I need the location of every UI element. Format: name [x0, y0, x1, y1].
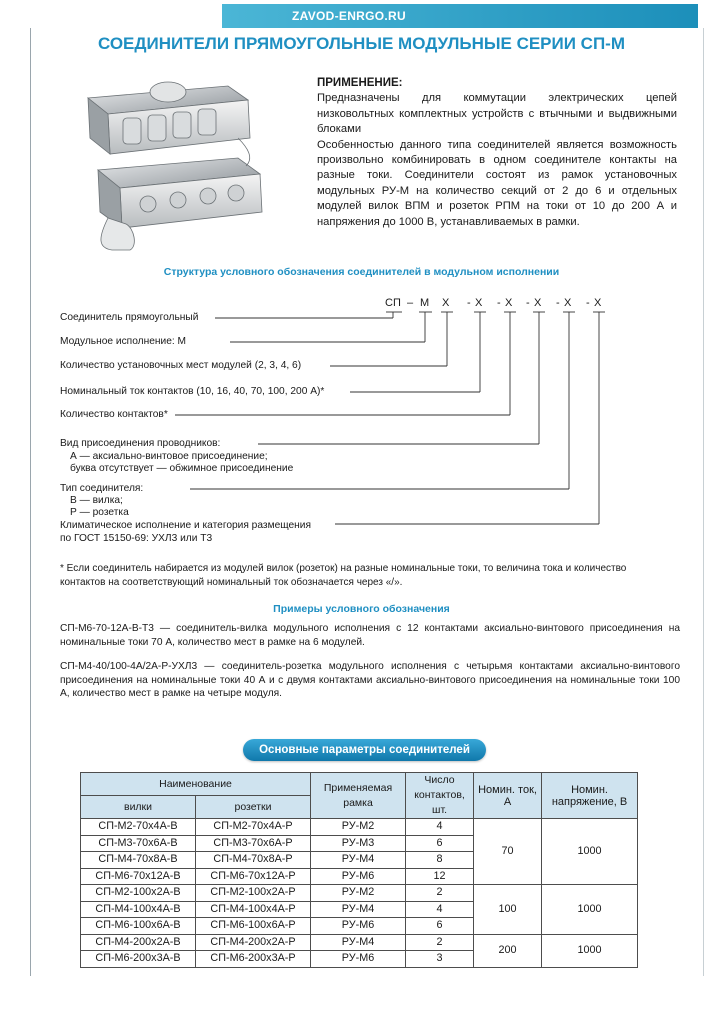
plug-cell: СП-М4-200х2А-В [81, 934, 196, 951]
label-connection-crimp: буква отсутствует — обжимное присоединение [70, 463, 297, 476]
example-2: СП-М4-40/100-4А/2А-Р-УХЛ3 — соединитель-розетка модульного исполнения с четырьмя контактами аксиально-винтового присоединения на номинальные токи 40 А и с двумя контактами аксиально-винтового присоединения на номинальные токи 100 А, количество мест в рамке на четыре модуля. [60, 661, 680, 700]
voltage-cell: 1000 [542, 885, 638, 935]
code-segment: Х [594, 297, 602, 309]
code-segment: СП [385, 297, 401, 309]
frame-cell: РУ-М2 [311, 819, 406, 836]
code-segment: М [420, 297, 430, 309]
frame-cell: РУ-М4 [311, 934, 406, 951]
application-section [317, 76, 677, 230]
contacts-cell: 12 [406, 868, 474, 885]
label-climate-standard: по ГОСТ 15150-69: УХЛ3 или Т3 [60, 533, 216, 546]
contacts-cell: 4 [406, 901, 474, 918]
frame-cell: РУ-М2 [311, 885, 406, 902]
plug-cell: СП-М6-100х6А-В [81, 918, 196, 935]
current-cell: 100 [474, 885, 542, 935]
page-title: СОЕДИНИТЕЛИ ПРЯМОУГОЛЬНЫЕ МОДУЛЬНЫЕ СЕРИИ СП-М [97, 34, 626, 53]
contacts-cell: 8 [406, 852, 474, 869]
frame-cell: РУ-М4 [311, 852, 406, 869]
contacts-cell: 4 [406, 819, 474, 836]
code-segment: Х [442, 297, 450, 309]
socket-cell: СП-М2-100х2А-Р [196, 885, 311, 902]
left-divider [30, 28, 31, 976]
code-segment: - [586, 297, 590, 309]
frame-cell: РУ-М6 [311, 918, 406, 935]
connector-product-image [68, 78, 283, 256]
current-cell: 200 [474, 934, 542, 967]
voltage-cell: 1000 [542, 819, 638, 885]
label-module-slots: Количество установочных мест модулей (2, 3, 4, 6) [60, 360, 305, 373]
frame-cell: РУ-М6 [311, 951, 406, 968]
params-heading: Основные параметры соединителей [243, 739, 486, 761]
example-1: СП-М6-70-12А-В-Т3 — соединитель-вилка модульного исполнения с 12 контактами аксиально-винтового присоединения на номинальные токи 70 А, количество мест в рамке на 6 модулей. [60, 623, 680, 648]
table-row [81, 934, 638, 951]
site-banner: ZAVOD-ENRGO.RU [222, 4, 698, 28]
socket-cell: СП-М4-200х2А-Р [196, 934, 311, 951]
plug-cell: СП-М6-70х12А-В [81, 868, 196, 885]
structure-heading: Структура условного обозначения соединителей в модульном исполнении [163, 266, 560, 278]
plug-cell: СП-М2-70х4А-В [81, 819, 196, 836]
socket-cell: СП-М4-70х8А-Р [196, 852, 311, 869]
frame-cell: РУ-М6 [311, 868, 406, 885]
application-paragraph-1: Предназначены для коммутации электрических цепей низковольтных комплектных устройств с втычными и выдвижными блоками [317, 92, 677, 136]
contacts-cell: 2 [406, 885, 474, 902]
header-voltage: Номин. напряжение, В [542, 773, 638, 819]
voltage-cell: 1000 [542, 934, 638, 967]
plug-cell: СП-М4-100х4А-В [81, 901, 196, 918]
contacts-cell: 6 [406, 835, 474, 852]
socket-cell: СП-М3-70х6А-Р [196, 835, 311, 852]
plug-cell: СП-М6-200х3А-В [81, 951, 196, 968]
code-segment: Х [534, 297, 542, 309]
table-row [81, 885, 638, 902]
params-table [80, 772, 638, 968]
label-rated-current: Номинальный ток контактов (10, 16, 40, 70, 100, 200 А)* [60, 386, 328, 399]
plug-cell: СП-М4-70х8А-В [81, 852, 196, 869]
contacts-cell: 2 [406, 934, 474, 951]
label-rectangular-connector: Соединитель прямоугольный [60, 312, 202, 325]
socket-cell: СП-М4-100х4А-Р [196, 901, 311, 918]
code-segment: - [556, 297, 560, 309]
examples-heading: Примеры условного обозначения [273, 603, 450, 615]
header-contacts: Число контактов, шт. [406, 773, 474, 819]
code-segment: - [497, 297, 501, 309]
code-segment: - [467, 297, 471, 309]
frame-cell: РУ-М3 [311, 835, 406, 852]
socket-cell: СП-М6-100х6А-Р [196, 918, 311, 935]
code-segment: – [407, 297, 414, 309]
label-connector-type: Тип соединителя: [60, 483, 147, 496]
label-type-plug: В — вилка; [70, 495, 127, 508]
header-sockets: розетки [196, 796, 311, 819]
label-type-socket: Р — розетка [70, 507, 133, 520]
label-connection-type: Вид присоединения проводников: [60, 438, 224, 451]
header-name: Наименование [81, 773, 311, 796]
header-plugs: вилки [81, 796, 196, 819]
current-cell: 70 [474, 819, 542, 885]
label-connection-axial: А — аксиально-винтовое присоединение; [70, 451, 272, 464]
header-frame: Применяемая рамка [311, 773, 406, 819]
contacts-cell: 6 [406, 918, 474, 935]
right-divider [703, 28, 704, 976]
contacts-cell: 3 [406, 951, 474, 968]
plug-cell: СП-М2-100х2А-В [81, 885, 196, 902]
frame-cell: РУ-М4 [311, 901, 406, 918]
application-paragraph-2: Особенностью данного типа соединителей является возможность произвольно комбинировать в одном соединителе контакты на разные токи. Соединители состоят из рамок установочных модульных РУ-М на количество секций от 2 до 6 и отдельных модулей вилок ВПМ и розеток РПМ на токи от 10 до 200 А и напряжения до 1000 В, устанавливаемых в рамки. [317, 138, 677, 228]
application-heading: ПРИМЕНЕНИЕ: [317, 77, 403, 89]
plug-cell: СП-М3-70х6А-В [81, 835, 196, 852]
label-modular-version: Модульное исполнение: М [60, 336, 190, 349]
label-contact-count: Количество контактов* [60, 409, 172, 422]
code-segment: Х [505, 297, 513, 309]
code-segment: - [526, 297, 530, 309]
header-current: Номин. ток, А [474, 773, 542, 819]
table-row [81, 819, 638, 836]
socket-cell: СП-М6-70х12А-Р [196, 868, 311, 885]
socket-cell: СП-М2-70х4А-Р [196, 819, 311, 836]
socket-cell: СП-М6-200х3А-Р [196, 951, 311, 968]
code-segment: Х [564, 297, 572, 309]
code-segment: Х [475, 297, 483, 309]
label-climate: Климатическое исполнение и категория размещения [60, 520, 315, 533]
structure-footnote: * Если соединитель набирается из модулей вилок (розеток) на разные номинальные токи, то величина тока и количество контактов на соответствующий номинальный ток обозначается через «/». [60, 563, 627, 588]
